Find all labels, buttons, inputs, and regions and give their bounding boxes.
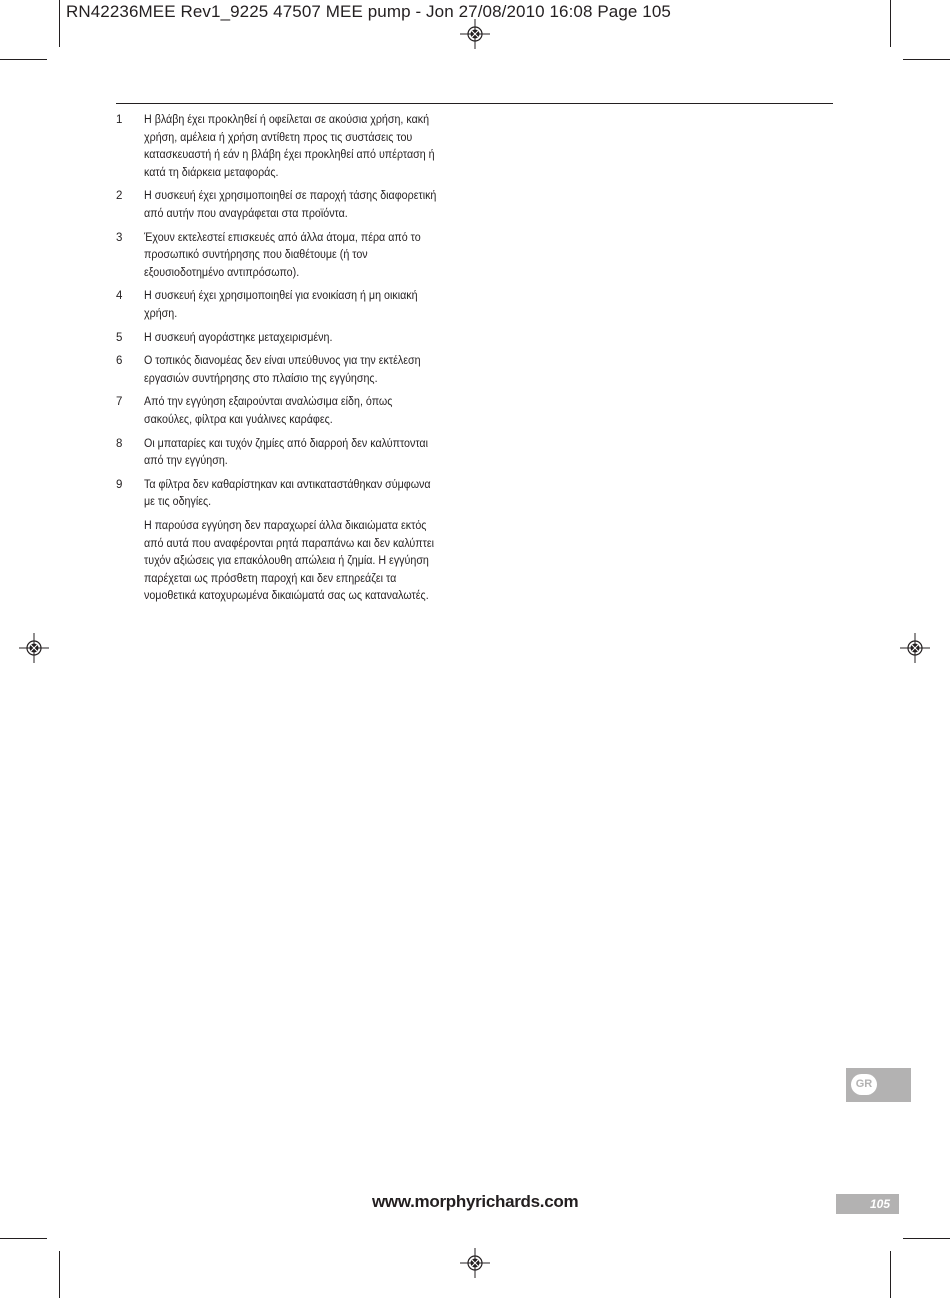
print-slug-line: RN42236MEE Rev1_9225 47507 MEE pump - Jon 27/08/2010 16:08 Page 105 xyxy=(66,2,671,21)
item-text: Η συσκευή έχει χρησιμοποιηθεί για ενοικίαση ή μη οικιακή χρήση. xyxy=(144,290,418,320)
item-text: Τα φίλτρα δεν καθαρίστηκαν και αντικαταστάθηκαν σύμφωνα με τις οδηγίες. xyxy=(144,478,431,509)
crop-mark-bottom-right-horizontal xyxy=(903,1238,950,1239)
page-number: 105 xyxy=(869,1197,890,1211)
header-rule xyxy=(116,103,833,104)
item-text: Η συσκευή αγοράστηκε μεταχειρισμένη. xyxy=(144,331,333,344)
item-text: Οι μπαταρίες και τυχόν ζημίες από διαρροή δεν καλύπτονται από την εγγύηση. xyxy=(144,437,428,468)
registration-mark-icon xyxy=(19,633,49,663)
list-item xyxy=(116,230,476,283)
language-tab xyxy=(846,1068,911,1102)
item-text: Από την εγγύηση εξαιρούνται αναλώσιμα είδη, όπως σακούλες, φίλτρα και γυάλινες καράφες. xyxy=(144,396,393,426)
list-item xyxy=(116,330,476,348)
item-number: 3 xyxy=(116,231,123,244)
list-item xyxy=(116,477,476,512)
crop-mark-top-right-horizontal xyxy=(903,59,950,60)
page-number-tab xyxy=(836,1194,899,1214)
language-code-badge: GR xyxy=(851,1074,877,1095)
registration-mark-icon xyxy=(900,633,930,663)
item-text: Έχουν εκτελεστεί επισκευές από άλλα άτομα, πέρα από το προσωπικό συντήρησης που διαθέτουμε (ή τον εξουσιοδοτημένο αντιπρόσωπο). xyxy=(144,231,421,279)
crop-mark-top-right-vertical xyxy=(890,0,891,47)
item-text: Ο τοπικός διανομέας δεν είναι υπεύθυνος για την εκτέλεση εργασιών συντήρησης στο πλαίσιο της εγγύησης. xyxy=(144,355,421,385)
crop-mark-top-left-vertical xyxy=(59,0,60,47)
list-item xyxy=(116,436,476,471)
crop-mark-bottom-left-horizontal xyxy=(0,1238,47,1239)
item-number: 4 xyxy=(116,290,123,303)
crop-mark-top-left-horizontal xyxy=(0,59,47,60)
item-number: 9 xyxy=(116,478,123,491)
item-number: 8 xyxy=(116,437,123,450)
warranty-exclusions-list xyxy=(116,112,476,518)
list-item xyxy=(116,188,476,223)
list-item xyxy=(116,394,476,429)
list-item xyxy=(116,288,476,323)
list-item xyxy=(116,353,476,388)
closing-paragraph: Η παρούσα εγγύηση δεν παραχωρεί άλλα δικαιώματα εκτός από αυτά που αναφέρονται ρητά παραπάνω και δεν καλύπτει τυχόν αξιώσεις για επακόλουθη απώλεια ή ζημία. Η εγγύηση παρέχεται ως πρόσθετη παροχή και δεν επηρεάζει τα νομοθετικά κατοχυρωμένα δικαιώματά σας ως καταναλωτές. xyxy=(144,520,435,603)
item-text: Η βλάβη έχει προκληθεί ή οφείλεται σε ακούσια χρήση, κακή χρήση, αμέλεια ή χρήση αντίθετη προς τις συστάσεις του κατασκευαστή ή εάν η βλάβη έχει προκληθεί από υπέρταση ή κατά τη διάρκεια μεταφοράς. xyxy=(144,114,435,179)
item-number: 5 xyxy=(116,331,123,344)
website-url: www.morphyrichards.com xyxy=(372,1192,579,1211)
item-number: 2 xyxy=(116,190,123,203)
list-item xyxy=(116,112,476,182)
item-number: 1 xyxy=(116,114,123,126)
item-text: Η συσκευή έχει χρησιμοποιηθεί σε παροχή τάσης διαφορετική από αυτήν που αναγράφεται στα προϊόντα. xyxy=(144,190,437,220)
crop-mark-bottom-right-vertical xyxy=(890,1251,891,1298)
crop-mark-bottom-left-vertical xyxy=(59,1251,60,1298)
registration-mark-icon xyxy=(460,1248,490,1278)
item-number: 7 xyxy=(116,396,123,409)
registration-mark-icon xyxy=(460,19,490,49)
item-number: 6 xyxy=(116,355,123,368)
